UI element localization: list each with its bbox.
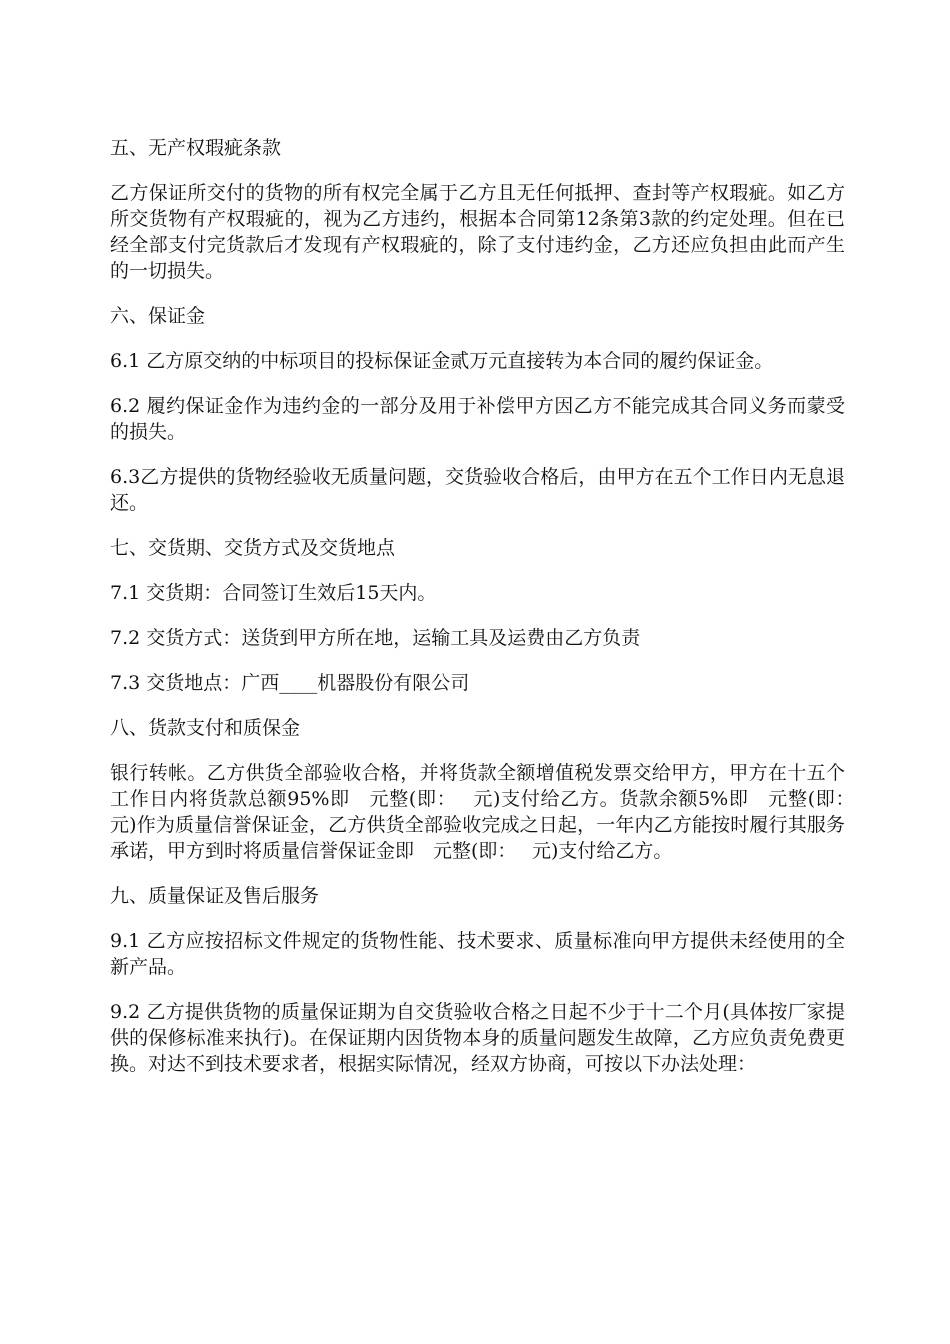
clause-9-2: 9.2 乙方提供货物的质量保证期为自交货验收合格之日起不少于十二个月(具体按厂家提供的保修标准来执行)。在保证期内因货物本身的质量问题发生故障，乙方应负责免费更换。对达不到技术要求者，根据实际情况，经双方协商，可按以下办法处理：: [110, 1001, 845, 1075]
clause-7-2: 7.2 交货方式：送货到甲方所在地，运输工具及运费由乙方负责: [110, 627, 641, 649]
clause-6-2: 6.2 履约保证金作为违约金的一部分及用于补偿甲方因乙方不能完成其合同义务而蒙受的损失。: [110, 395, 845, 443]
clause-7-1: 7.1 交货期：合同签订生效后15天内。: [110, 582, 437, 604]
property-defects-clause: 乙方保证所交付的货物的所有权完全属于乙方且无任何抵押、查封等产权瑕疵。如乙方所交货物有产权瑕疵的，视为乙方违约，根据本合同第12条第3款的约定处理。但在已经全部支付完货款后才发现有产权瑕疵的，除了支付违约金，乙方还应负担由此而产生的一切损失。: [110, 182, 845, 282]
section-heading-delivery: 七、交货期、交货方式及交货地点: [110, 537, 396, 559]
clause-7-3: 7.3 交货地点：广西____机器股份有限公司: [110, 672, 470, 694]
payment-clause: 银行转帐。乙方供货全部验收合格，并将货款全额增值税发票交给甲方，甲方在十五个工作日内将货款总额95%即 元整(即： 元)支付给乙方。货款余额5%即 元整(即： 元)作为质量信誉保证金，乙方供货全部验收完成之日起，一年内乙方能按时履行其服务承诺，甲方到时将质量信誉保证金即 元整(即： 元)支付给乙方。: [110, 762, 871, 862]
document-page: [110, 135, 871, 1096]
section-heading-warranty: 九、质量保证及售后服务: [110, 885, 320, 907]
clause-6-1: 6.1 乙方原交纳的中标项目的投标保证金贰万元直接转为本合同的履约保证金。: [110, 350, 774, 372]
section-heading-property-defects: 五、无产权瑕疵条款: [110, 137, 282, 159]
section-heading-payment: 八、货款支付和质保金: [110, 717, 301, 739]
clause-6-3: 6.3乙方提供的货物经验收无质量问题，交货验收合格后，由甲方在五个工作日内无息退还。: [110, 466, 845, 514]
section-heading-deposit: 六、保证金: [110, 305, 206, 327]
clause-9-1: 9.1 乙方应按招标文件规定的货物性能、技术要求、质量标准向甲方提供未经使用的全新产品。: [110, 930, 845, 978]
